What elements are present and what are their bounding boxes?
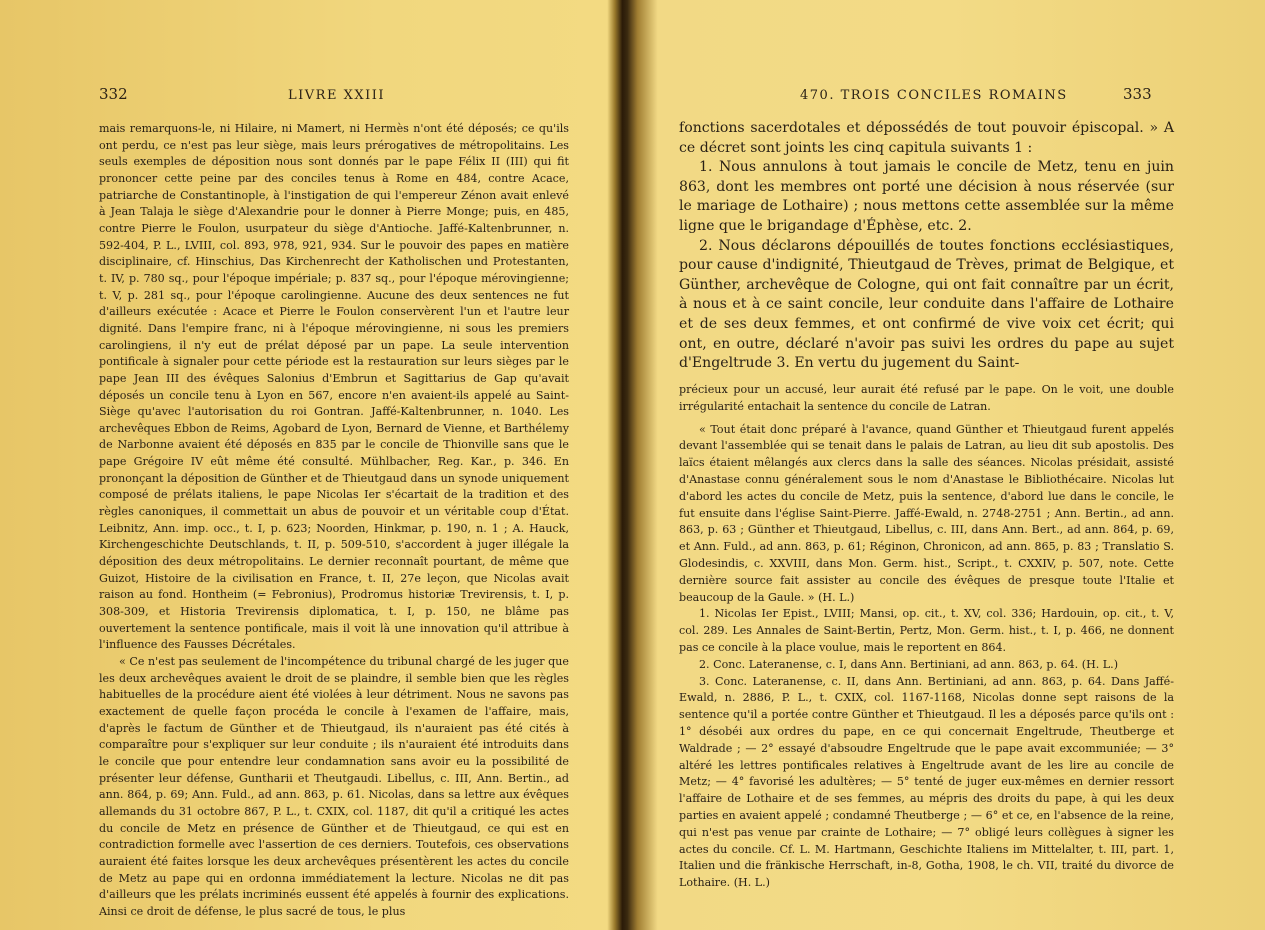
left-footnote-text bbox=[99, 121, 569, 921]
running-head: LIVRE XXIII bbox=[288, 88, 385, 103]
paragraph: « Ce n'est pas seulement de l'incompétence du tribunal chargé de les juger que les deux archevêques avaient le droit de se plaindre, il semble bien que les règles habituelles de la procédure aient été violées à leur détriment. Nous ne savons pas exactement de quelle façon procéda le concile à l'examen de l'affaire, mais, d'après le factum de Günther et de Thieutgaud, ils n'auraient pas été cités à comparaître pour s'expliquer sur leur conduite ; ils n'auraient été introduits dans le concile que pour entendre leur condamnation sans avoir eu la possibilité de présenter leur défense, Guntharii et Theutgaudi. Libellus, c. III, Ann. Bertin., ad ann. 864, p. 69; Ann. Fuld., ad ann. 863, p. 61. Nicolas, dans sa lettre aux évêques allemands du 31 octobre 867, P. L., t. CXIX, col. 1187, dit qu'il a critiqué les actes du concile de Metz en présence de Günther et de Thieutgaud, ce qui est en contradiction formelle avec l'assertion de ces derniers. Toutefois, ces observations auraient été faites lorsque les deux archevêques présentèrent les actes du concile de Metz au pape qui en ordonna immédiatement la lecture. Nicolas ne dit pas d'ailleurs que les prélats incriminés eussent été appelés à fournir des explications. Ainsi ce droit de défense, le plus sacré de tous, le plus bbox=[99, 655, 569, 918]
page-number: 332 bbox=[99, 85, 128, 103]
running-head: 470. TROIS CONCILES ROMAINS bbox=[800, 88, 1068, 103]
page-number: 333 bbox=[1123, 85, 1152, 103]
main-text bbox=[679, 119, 1174, 374]
right-page bbox=[624, 0, 1265, 930]
footnotes bbox=[679, 382, 1174, 892]
left-page bbox=[0, 0, 612, 930]
paragraph: 1. Nous annulons à tout jamais le concile de Metz, tenu en juin 863, dont les membres ont porté une décision à nous réservée (sur le mariage de Lothaire) ; nous mettons cette assemblée sur la même ligne que le brigandage d'Éphèse, etc. 2. bbox=[679, 159, 1174, 234]
footnote-2: 2. Conc. Lateranense, c. I, dans Ann. Bertiniani, ad ann. 863, p. 64. (H. L.) bbox=[699, 657, 1119, 671]
footnote-3: 3. Conc. Lateranense, c. II, dans Ann. Bertiniani, ad ann. 863, p. 64. Dans Jaffé-Ewald, n. 2886, P. L., t. CXIX, col. 1167-1168, Nicolas donne sept raisons de la sentence qu'il a portée contre Günther et Thieutgaud. Il les a déposés parce qu'ils ont : 1° désobéi aux ordres du pape, en ce qui concernait Engeltrude, Theutberge et Waldrade ; — 2° essayé d'absoudre Engeltrude que le pape avait excommuniée; — 3° altéré les lettres pontificales relatives à Engeltrude avant de les lire au concile de Metz; — 4° favorisé les adultères; — 5° tenté de juger eux-mêmes en dernier ressort l'affaire de Lothaire et de ses femmes, au mépris des droits du pape, à qui les deux parties en avaient appelé ; condamné Theutberge ; — 6° et ce, en l'absence de la reine, qui n'est pas venue par crainte de Lothaire; — 7° obligé leurs collègues à signer les actes du concile. Cf. L. M. Hartmann, Geschichte Italiens im Mittelalter, t. III, part. 1, Italien und die fränkische Herrschaft, in-8, Gotha, 1908, le ch. VII, traité du divorce de Lothaire. (H. L.) bbox=[679, 674, 1174, 890]
footnote-paragraph: « Tout était donc préparé à l'avance, quand Günther et Thieutgaud furent appelés devant l'assemblée qui se tenait dans le palais de Latran, au lieu dit sub apostolis. Des laïcs étaient mêlangés aux clercs dans la salle des séances. Nicolas présidait, assisté d'Anastase connu généralement sous le nom d'Anastase le Bibliothécaire. Nicolas lut d'abord les actes du concile de Metz, puis la sentence, d'abord lue dans le concile, le fut ensuite dans l'église Saint-Pierre. Jaffé-Ewald, n. 2748-2751 ; Ann. Bertin., ad ann. 863, p. 63 ; Günther et Thieutgaud, Libellus, c. III, dans Ann. Bert., ad ann. 864, p. 69, et Ann. Fuld., ad ann. 863, p. 61; Réginon, Chronicon, ad ann. 865, p. 83 ; Translatio S. Glodesindis, c. XXVIII, dans Mon. Germ. hist., Script., t. CXXIV, p. 507, note. Cette dernière source fait assister au concile des évêques de presque toute l'Italie et beaucoup de la Gaule. » (H. L.) bbox=[679, 422, 1174, 604]
paragraph: fonctions sacerdotales et dépossédés de tout pouvoir épiscopal. » A ce décret sont joints les cinq capitula suivants 1 : bbox=[679, 120, 1174, 156]
footnote-1: 1. Nicolas Ier Epist., LVIII; Mansi, op. cit., t. XV, col. 336; Hardouin, op. cit., t. V, col. 289. Les Annales de Saint-Bertin, Pertz, Mon. Germ. hist., t. I, p. 466, ne donnent pas ce concile à la place voulue, mais le reportent en 864. bbox=[679, 607, 1174, 654]
footnote-continuation: précieux pour un accusé, leur aurait été refusé par le pape. On le voit, une double irrégularité entachait la sentence du concile de Latran. bbox=[679, 383, 1174, 413]
paragraph: 2. Nous déclarons dépouillés de toutes fonctions ecclésiastiques, pour cause d'indignité, Thieutgaud de Trèves, primat de Belgique, et Günther, archevêque de Cologne, qui ont fait connaître par un écrit, à nous et à ce saint concile, leur conduite dans l'affaire de Lothaire et de ses deux femmes, et ont confirmé de vive voix cet écrit; qui ont, en outre, déclaré n'avoir pas suivi les ordres du pape au sujet d'Engeltrude 3. En vertu du jugement du Saint- bbox=[679, 237, 1174, 372]
paragraph: mais remarquons-le, ni Hilaire, ni Mamert, ni Hermès n'ont été déposés; ce qu'ils ont perdu, ce n'est pas leur siège, mais leurs prérogatives de métropolitains. Les seuls exemples de déposition nous sont donnés par le pape Félix II (III) qui fit prononcer cette peine par des conciles tenus à Rome en 484, contre Acace, patriarche de Constantinople, à l'instigation de qui l'empereur Zénon avait enlevé à Jean Talaja le siège d'Alexandrie pour le donner à Pierre Monge; puis, en 485, contre Pierre le Foulon, usurpateur du siège d'Antioche. Jaffé-Kaltenbrunner, n. 592-404, P. L., LVIII, col. 893, 978, 921, 934. Sur le pouvoir des papes en matière disciplinaire, cf. Hinschius, Das Kirchenrecht der Katholischen und Protestanten, t. IV, p. 780 sq., pour l'époque impériale; p. 837 sq., pour l'époque mérovingienne; t. V, p. 281 sq., pour l'époque carolingienne. Aucune des deux sentences ne fut d'ailleurs exécutée : Acace et Pierre le Foulon conservèrent l'un et l'autre leur dignité. Dans l'empire franc, ni à l'époque mérovingienne, ni sous les premiers carolingiens, il n'y eut de prélat déposé par un pape. La seule intervention pontificale à signaler pour cette période est la restauration sur leurs sièges par le pape Jean III des évêques Salonius d'Embrun et Sagittarius de Gap qu'avait déposés un concile tenu à Lyon en 567, encore n'en avaient-ils appelé au Saint-Siège qu'avec l'autorisation du roi Gontran. Jaffé-Kaltenbrunner, n. 1040. Les archevêques Ebbon de Reims, Agobard de Lyon, Bernard de Vienne, et Barthélemy de Narbonne avaient été déposés en 835 par le concile de Thionville sans que le pape Grégoire IV eût même été consulté. Mühlbacher, Reg. Kar., p. 346. En prononçant la déposition de Günther et de Thieutgaud dans un synode uniquement composé de prélats italiens, le pape Nicolas Ier s'écartait de la tradition et des règles canoniques, il commettait un abus de pouvoir et un véritable coup d'État. Leibnitz, Ann. imp. occ., t. I, p. 623; Noorden, Hinkmar, p. 190, n. 1 ; A. Hauck, Kirchengeschichte Deutschlands, t. II, p. 509-510, s'accordent à juger illégale la déposition des deux métropolitains. Le dernier reconnaît pourtant, de même que Guizot, Histoire de la civilisation en France, t. II, 27e leçon, que Nicolas avait raison au fond. Hontheim (= Febronius), Prodromus historiæ Trevirensis, t. I, p. 308-309, et Historia Trevirensis diplomatica, t. I, p. 150, ne blâme pas ouvertement la sentence pontificale, mais il voit là une innovation qu'il attribue à l'influence des Fausses Décrétales. bbox=[99, 122, 569, 652]
